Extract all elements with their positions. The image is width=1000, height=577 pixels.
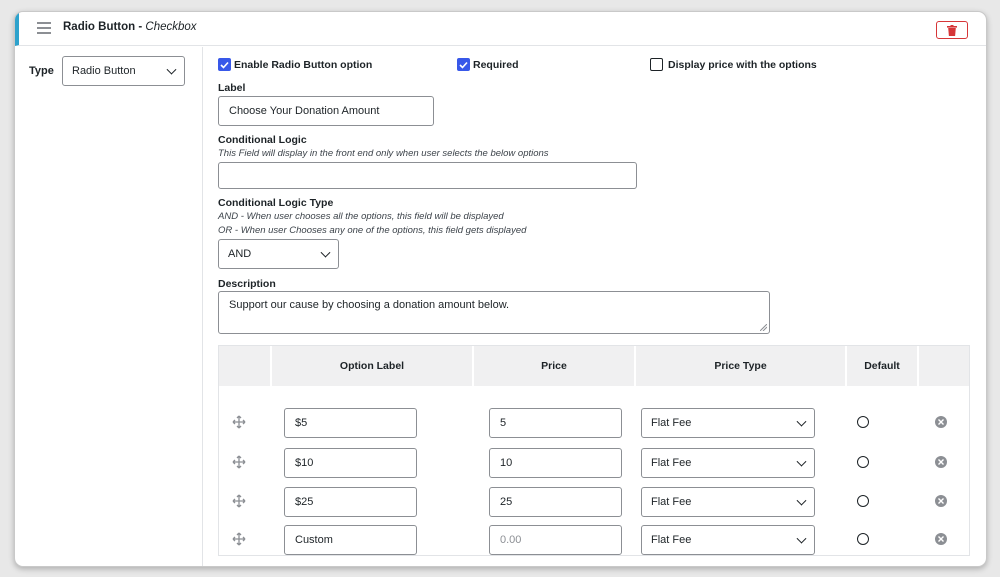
conditional-logic-type-hint-or: OR - When user Chooses any one of the options, this field gets displayed <box>218 225 527 236</box>
remove-option-icon[interactable] <box>935 416 947 428</box>
field-sidebar <box>19 47 203 567</box>
label-input[interactable]: Choose Your Donation Amount <box>218 96 434 126</box>
chevron-down-icon <box>167 65 177 75</box>
resize-handle-icon[interactable] <box>760 324 767 331</box>
chevron-down-icon <box>797 457 807 467</box>
chevron-down-icon <box>797 417 807 427</box>
remove-option-icon[interactable] <box>935 495 947 507</box>
option-label-input[interactable]: $25 <box>284 487 417 517</box>
option-price-input[interactable]: 0.00 <box>489 525 622 555</box>
option-price-input[interactable]: 10 <box>489 448 622 478</box>
drag-handle-icon[interactable] <box>37 22 51 34</box>
column-header-price-type: Price Type <box>714 360 767 372</box>
table-header <box>219 346 969 386</box>
conditional-logic-type-hint-and: AND - When user chooses all the options, this field will be displayed <box>218 211 504 222</box>
option-label-input[interactable]: $10 <box>284 448 417 478</box>
field-title: Radio Button - Checkbox <box>63 21 197 33</box>
conditional-logic-type-select[interactable]: AND <box>218 239 339 269</box>
description-textarea[interactable]: Support our cause by choosing a donation amount below. <box>218 291 770 334</box>
display-price-label: Display price with the options <box>668 59 817 71</box>
enable-radio-label: Enable Radio Button option <box>234 59 373 71</box>
type-select[interactable]: Radio Button <box>62 56 185 86</box>
option-label-input[interactable]: Custom <box>284 525 417 555</box>
move-icon[interactable] <box>232 415 246 429</box>
move-icon[interactable] <box>232 532 246 546</box>
conditional-logic-title: Conditional Logic <box>218 134 307 146</box>
conditional-logic-type-title: Conditional Logic Type <box>218 197 334 209</box>
move-icon[interactable] <box>232 494 246 508</box>
field-header <box>15 12 986 46</box>
option-price-type-select[interactable]: Flat Fee <box>641 448 815 478</box>
required-label: Required <box>473 59 519 71</box>
delete-field-button[interactable] <box>936 21 968 39</box>
field-title-main: Radio Button <box>63 21 136 33</box>
conditional-logic-hint: This Field will display in the front end only when user selects the below options <box>218 148 549 159</box>
chevron-down-icon <box>321 248 331 258</box>
option-default-radio[interactable] <box>857 495 869 507</box>
option-default-radio[interactable] <box>857 416 869 428</box>
options-table <box>218 345 970 556</box>
description-title: Description <box>218 278 276 290</box>
option-price-type-select[interactable]: Flat Fee <box>641 487 815 517</box>
chevron-down-icon <box>797 496 807 506</box>
option-default-radio[interactable] <box>857 456 869 468</box>
chevron-down-icon <box>797 534 807 544</box>
option-price-input[interactable]: 25 <box>489 487 622 517</box>
checkmark-icon <box>459 61 468 69</box>
field-editor-window <box>14 11 987 567</box>
option-default-radio[interactable] <box>857 533 869 545</box>
conditional-logic-input[interactable] <box>218 162 637 189</box>
option-price-input[interactable]: 5 <box>489 408 622 438</box>
option-price-type-select[interactable]: Flat Fee <box>641 408 815 438</box>
remove-option-icon[interactable] <box>935 533 947 545</box>
enable-radio-checkbox[interactable] <box>218 58 231 71</box>
field-title-subtitle: Checkbox <box>145 21 197 33</box>
move-icon[interactable] <box>232 455 246 469</box>
option-label-input[interactable]: $5 <box>284 408 417 438</box>
checkmark-icon <box>220 61 229 69</box>
label-field-title: Label <box>218 82 246 94</box>
required-checkbox[interactable] <box>457 58 470 71</box>
display-price-checkbox[interactable] <box>650 58 663 71</box>
remove-option-icon[interactable] <box>935 456 947 468</box>
column-header-price: Price <box>541 360 567 372</box>
type-label: Type <box>29 65 54 77</box>
column-header-option-label: Option Label <box>339 360 405 372</box>
column-header-default: Default <box>864 360 900 372</box>
option-price-type-select[interactable]: Flat Fee <box>641 525 815 555</box>
trash-icon <box>947 25 957 36</box>
